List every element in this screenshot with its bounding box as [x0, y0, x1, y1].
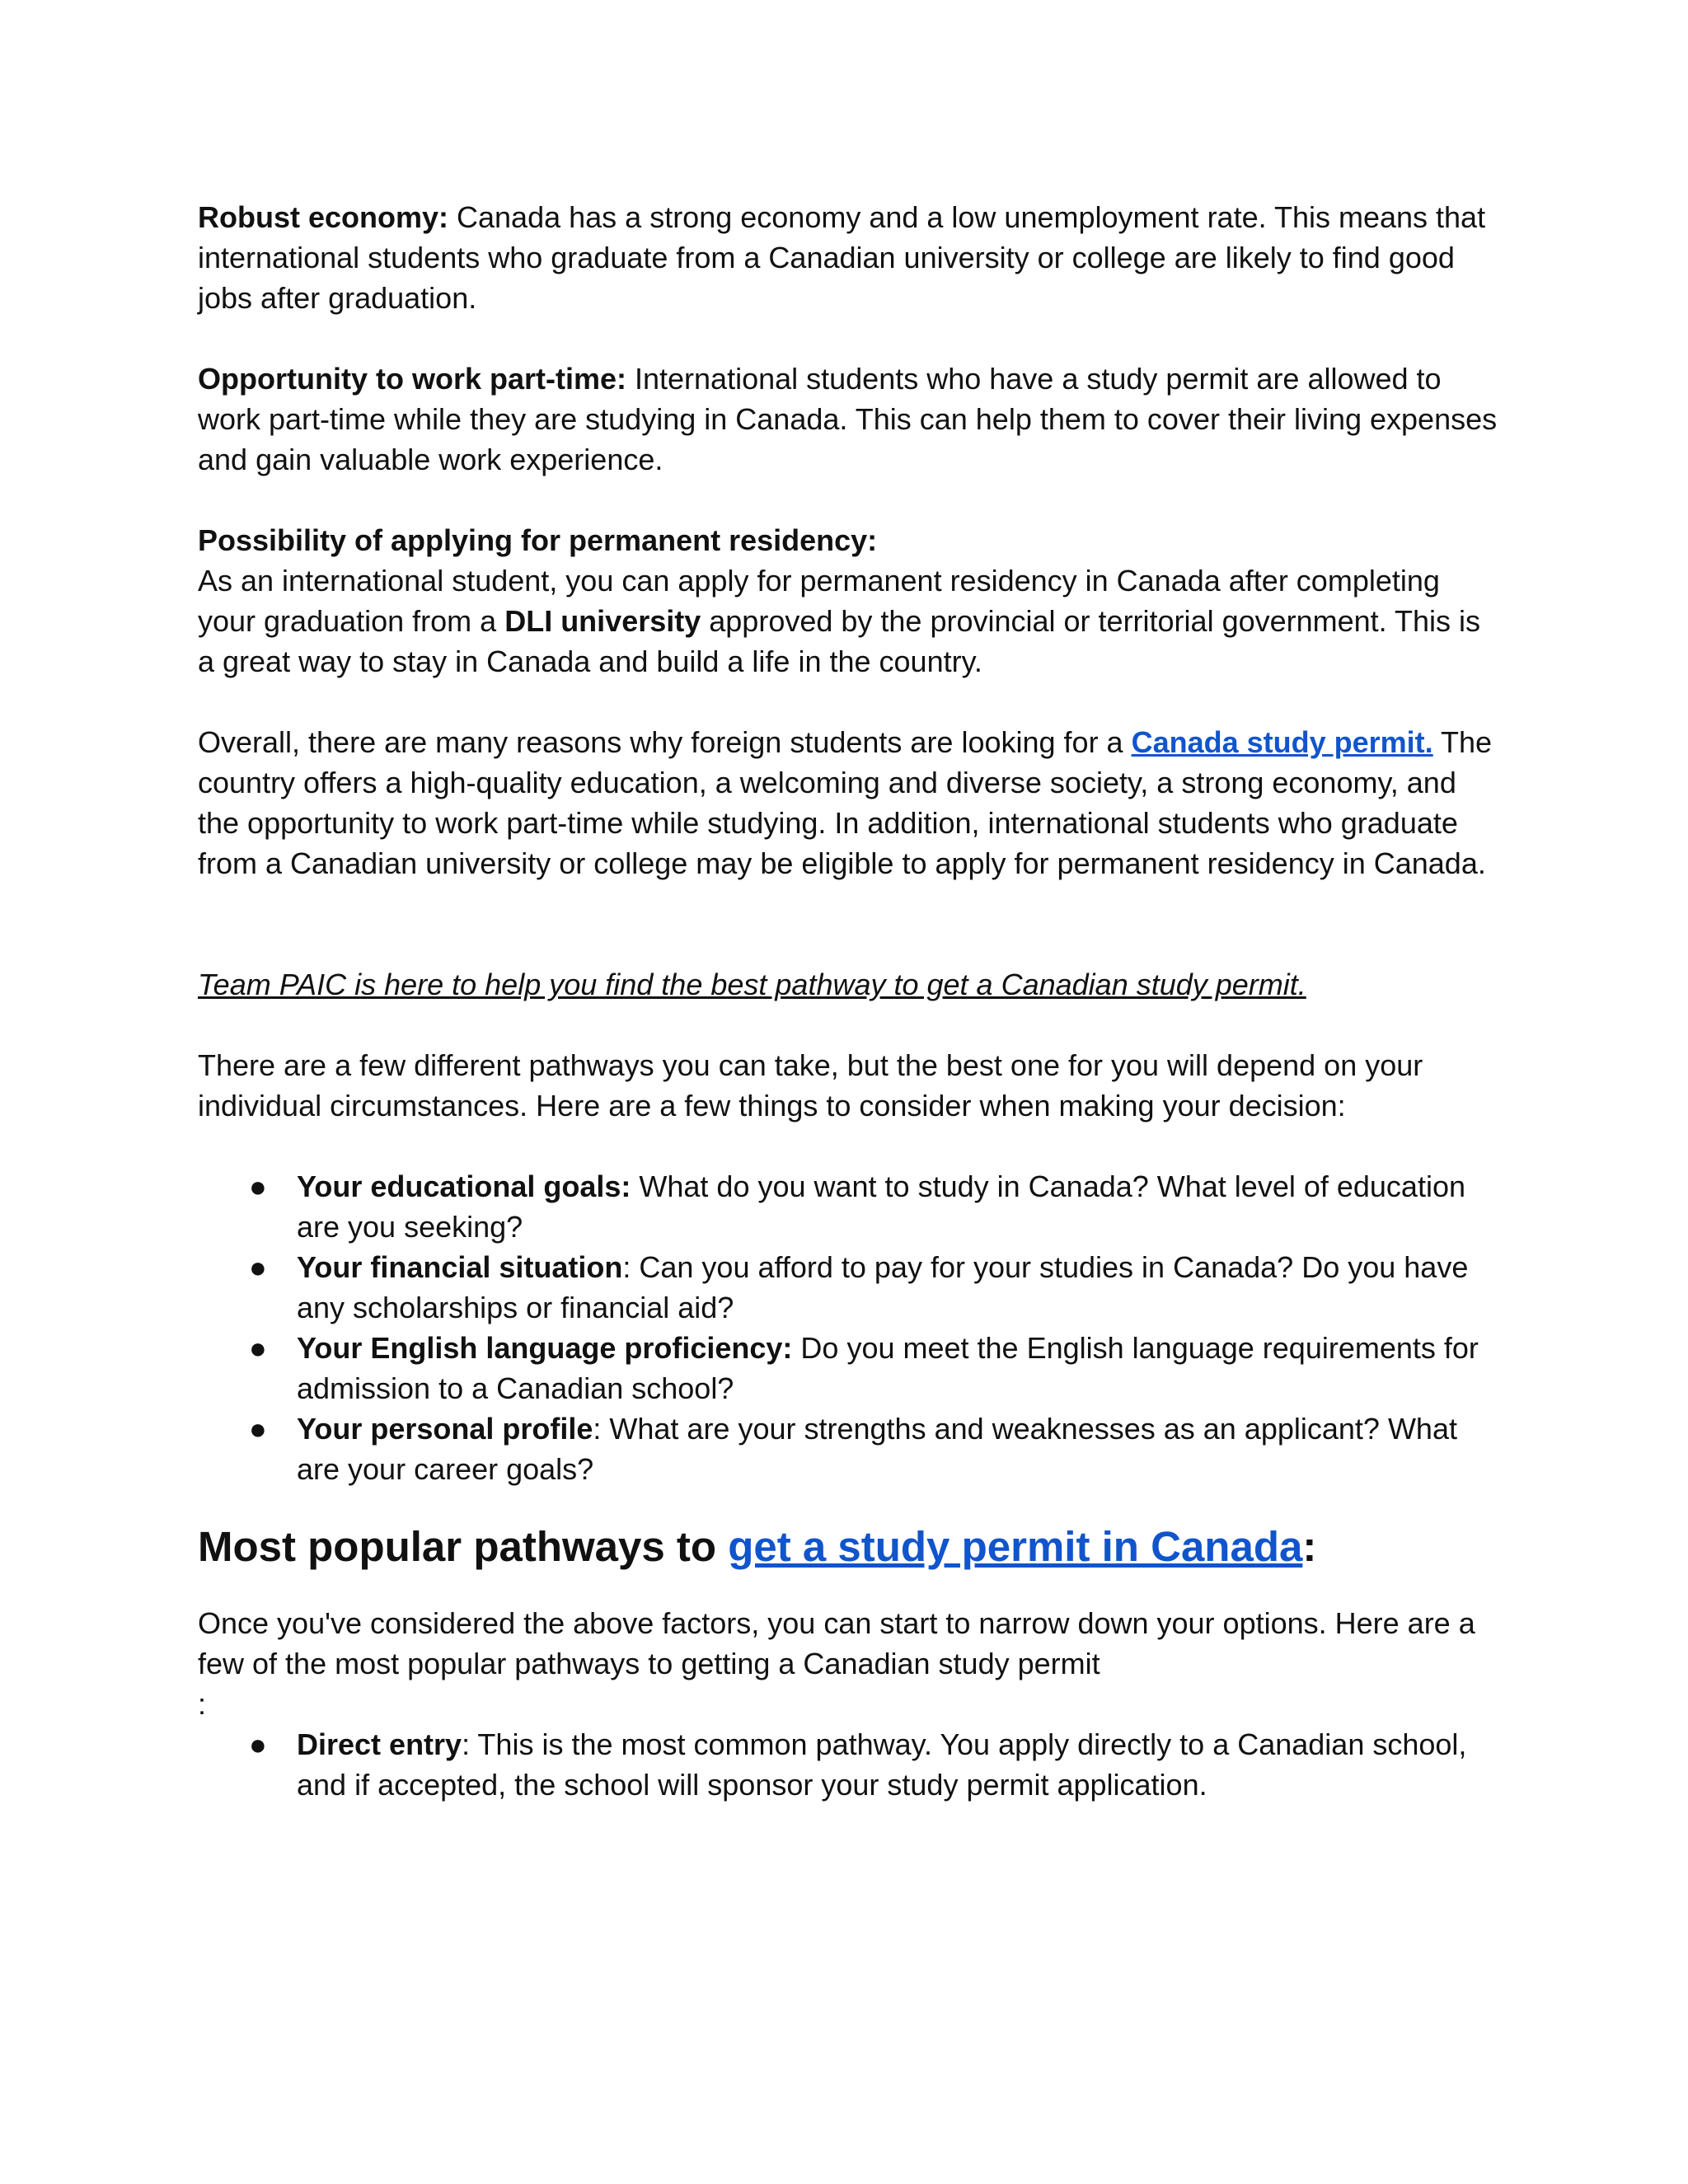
pathway-label: Direct entry [297, 1727, 462, 1761]
tagline: Team PAIC is here to help you find the best pathway to get a Canadian study permit. [198, 968, 1306, 1001]
list-item [198, 1724, 1500, 1805]
paragraph-intro: There are a few different pathways you can take, but the best one for you will depend on your individual circumstances. Here are a few things to consider when making your decision: [198, 1048, 1423, 1122]
study-permit-heading-link[interactable]: get a study permit in Canada [728, 1523, 1303, 1570]
document-page [198, 197, 1500, 1805]
pathway-text: : This is the most common pathway. You apply directly to a Canadian school, and if accepted, the school will sponsor your study permit application. [297, 1727, 1467, 1802]
overall-text-after: The country offers a high-quality education, a welcoming and diverse society, a strong economy, and the opportunity to work part-time while studying. In addition, international students who graduate from a Canadian university or college may be eligible to apply for permanent residency in Canada. [198, 725, 1493, 880]
considerations-list [198, 1166, 1500, 1489]
pr-label: Possibility of applying for permanent residency: [198, 523, 878, 557]
paragraph-economy [198, 197, 1500, 318]
list-item [198, 1247, 1500, 1328]
spacer [198, 682, 1500, 722]
consideration-text: Do you meet the English language requirements for admission to a Canadian school? [297, 1331, 1479, 1405]
consideration-text: : Can you afford to pay for your studies in Canada? Do you have any scholarships or financial aid? [297, 1250, 1469, 1324]
paragraph-work [198, 359, 1500, 480]
pathways-colon: : [198, 1687, 207, 1721]
dli-university: DLI university [504, 604, 701, 638]
list-item [198, 1166, 1500, 1247]
consideration-label: Your English language proficiency: [297, 1331, 793, 1365]
overall-text-before: Overall, there are many reasons why foreign students are looking for a [198, 725, 1132, 759]
consideration-label: Your personal profile [297, 1412, 593, 1446]
pr-text-after: approved by the provincial or territorial government. This is a great way to stay in Canada and build a life in the country. [198, 604, 1481, 678]
economy-text: Canada has a strong economy and a low unemployment rate. This means that international students who graduate from a Canadian university or college are likely to find good jobs after graduation. [198, 200, 1486, 315]
spacer [198, 883, 1500, 964]
paragraph-pr [198, 560, 1500, 682]
spacer [198, 1005, 1500, 1045]
bullet-icon: ● [249, 1250, 267, 1284]
consideration-label: Your financial situation [297, 1250, 623, 1284]
spacer [198, 480, 1500, 520]
paragraph-pathways-intro: Once you've considered the above factors, you can start to narrow down your options. Here are a few of the most popular pathways to getting a Canadian study permit [198, 1606, 1475, 1680]
bullet-icon: ● [249, 1412, 267, 1446]
list-item [198, 1408, 1500, 1489]
heading-text-after: : [1302, 1523, 1317, 1570]
bullet-icon: ● [249, 1169, 267, 1203]
paragraph-overall [198, 722, 1500, 883]
consideration-text: : What are your strengths and weaknesses as an applicant? What are your career goals? [297, 1412, 1457, 1486]
list-item [198, 1328, 1500, 1408]
bullet-icon: ● [249, 1727, 267, 1761]
economy-label: Robust economy: [198, 200, 449, 234]
spacer [198, 1126, 1500, 1166]
work-label: Opportunity to work part-time: [198, 362, 626, 396]
consideration-label: Your educational goals: [297, 1169, 631, 1203]
consideration-text: What do you want to study in Canada? What level of education are you seeking? [297, 1169, 1465, 1244]
section-heading [198, 1489, 1500, 1603]
heading-text-before: Most popular pathways to [198, 1523, 729, 1570]
canada-study-permit-link[interactable]: Canada study permit. [1131, 725, 1433, 759]
work-text: International students who have a study permit are allowed to work part-time while they are studying in Canada. This can help them to cover their living expenses and gain valuable work experience. [198, 362, 1498, 476]
spacer [198, 318, 1500, 359]
bullet-icon: ● [249, 1331, 267, 1365]
pr-text-before: As an international student, you can apply for permanent residency in Canada after completing your graduation from a [198, 564, 1440, 638]
pathways-list [198, 1724, 1500, 1805]
